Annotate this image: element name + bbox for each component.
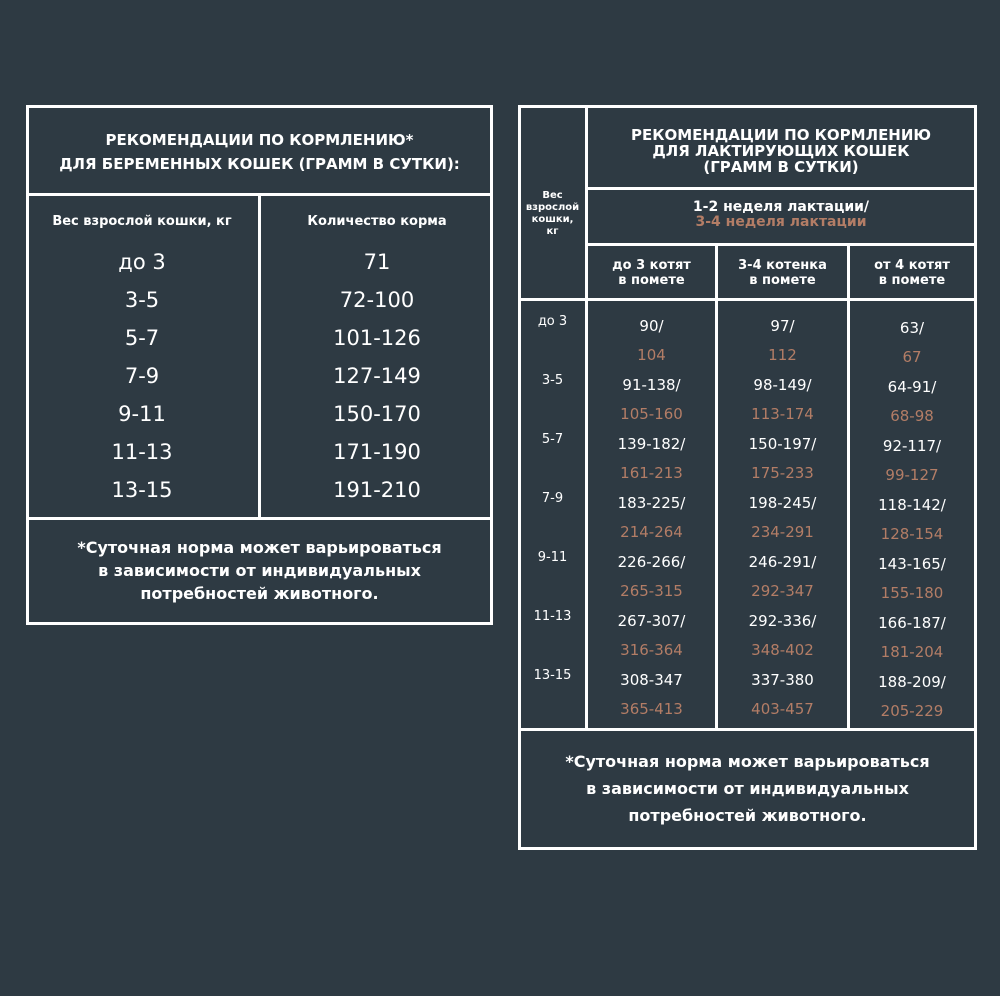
weight-cell: 11-13: [111, 440, 173, 464]
amount-cell: 150-170: [333, 402, 421, 426]
week-3-4-value: 128-154: [880, 525, 944, 543]
week-1-2-value: 98-149/: [753, 376, 812, 394]
weight-cell: до 3: [118, 250, 166, 274]
pregnant-footnote: *Суточная норма может варьироваться в зависимости от индивидуальных потребностей животного.: [77, 538, 442, 603]
column-header-weight: Вес взрослой кошки, кг: [525, 190, 580, 237]
week-1-2-value: 92-117/: [882, 437, 942, 455]
lactating-table-title: РЕКОМЕНДАЦИИ ПО КОРМЛЕНИЮ ДЛЯ ЛАКТИРУЮЩИХ КОШЕК (ГРАММ В СУТКИ): [630, 126, 932, 176]
column-header-from-4-kittens: от 4 котят в помете: [874, 258, 950, 288]
week-3-4-value: 161-213: [620, 464, 683, 482]
week-1-2-value: 139-182/: [617, 435, 686, 453]
weight-cell: 9-11: [537, 550, 568, 565]
week-1-2-value: 183-225/: [617, 494, 686, 512]
week-1-2-value: 188-209/: [878, 673, 946, 691]
week-3-4-value: 292-347: [751, 582, 814, 600]
weight-cell: 7-9: [124, 364, 160, 388]
weight-cell: 13-15: [533, 668, 572, 683]
pregnant-table-title: РЕКОМЕНДАЦИИ ПО КОРМЛЕНИЮ* ДЛЯ БЕРЕМЕННЫХ КОШЕК (ГРАММ В СУТКИ):: [59, 131, 460, 173]
divider: [518, 728, 977, 731]
week-1-2-value: 150-197/: [748, 435, 817, 453]
week-3-4-value: 175-233: [751, 464, 814, 482]
weight-cell: 13-15: [111, 478, 173, 502]
column-header-amount: Количество корма: [307, 214, 447, 229]
week-1-2-value: 118-142/: [878, 496, 946, 514]
week-3-4-value: 181-204: [880, 643, 944, 661]
amount-cell: 71: [363, 250, 391, 274]
divider: [587, 187, 977, 190]
weight-cell: 11-13: [533, 609, 572, 624]
week-1-2-value: 267-307/: [617, 612, 686, 630]
amount-cell: 72-100: [339, 288, 415, 312]
week-1-2-value: 308-347: [620, 671, 683, 689]
amount-cell: 101-126: [333, 326, 421, 350]
week-1-2-value: 226-266/: [617, 553, 686, 571]
week-3-4-value: 67: [902, 348, 922, 366]
week-3-4-value: 348-402: [751, 641, 814, 659]
column-header-up-to-3-kittens: до 3 котят в помете: [612, 258, 691, 288]
weight-cell: 5-7: [124, 326, 160, 350]
divider: [587, 243, 977, 246]
week-3-4-value: 112: [768, 346, 797, 364]
week-1-2-value: 337-380: [751, 671, 814, 689]
week-3-4-value: 234-291: [751, 523, 814, 541]
week-1-2-value: 246-291/: [748, 553, 817, 571]
week-1-2-value: 143-165/: [878, 555, 946, 573]
week-1-2-value: 64-91/: [887, 378, 937, 396]
week-3-4-value: 155-180: [880, 584, 944, 602]
lactation-period-header: 1-2 неделя лактации/ 3-4 неделя лактации: [692, 199, 870, 230]
week-3-4-value: 205-229: [880, 702, 944, 720]
lactating-footnote: *Суточная норма может варьироваться в зависимости от индивидуальных потребностей животного.: [565, 752, 930, 825]
week-1-2-value: 91-138/: [622, 376, 681, 394]
weight-cell: 9-11: [118, 402, 166, 426]
week-1-2-value: 63/: [899, 319, 925, 337]
week-3-4-value: 99-127: [885, 466, 939, 484]
week-3-4-value: 365-413: [620, 700, 683, 718]
amount-cell: 171-190: [333, 440, 421, 464]
weight-cell: 7-9: [541, 491, 564, 506]
week-3-4-value: 214-264: [620, 523, 683, 541]
weight-cell: до 3: [537, 314, 568, 329]
week-1-2-value: 292-336/: [748, 612, 817, 630]
weight-cell: 5-7: [541, 432, 564, 447]
week-3-4-value: 68-98: [890, 407, 934, 425]
week-1-2-value: 166-187/: [878, 614, 946, 632]
week-3-4-value: 316-364: [620, 641, 683, 659]
weight-cell: 3-5: [541, 373, 564, 388]
column-header-weight: Вес взрослой кошки, кг: [52, 214, 232, 229]
week-1-2-value: 198-245/: [748, 494, 817, 512]
divider: [518, 298, 977, 301]
week-3-4-value: 403-457: [751, 700, 814, 718]
week-3-4-value: 265-315: [620, 582, 683, 600]
week-3-4-value: 104: [637, 346, 666, 364]
week-3-4-value: 105-160: [620, 405, 683, 423]
week-3-4-value: 113-174: [751, 405, 814, 423]
column-header-3-4-kittens: 3-4 котенка в помете: [738, 258, 827, 288]
weight-cell: 3-5: [124, 288, 160, 312]
amount-cell: 191-210: [333, 478, 421, 502]
amount-cell: 127-149: [333, 364, 421, 388]
week-1-2-value: 97/: [770, 317, 795, 335]
week-1-2-value: 90/: [639, 317, 664, 335]
